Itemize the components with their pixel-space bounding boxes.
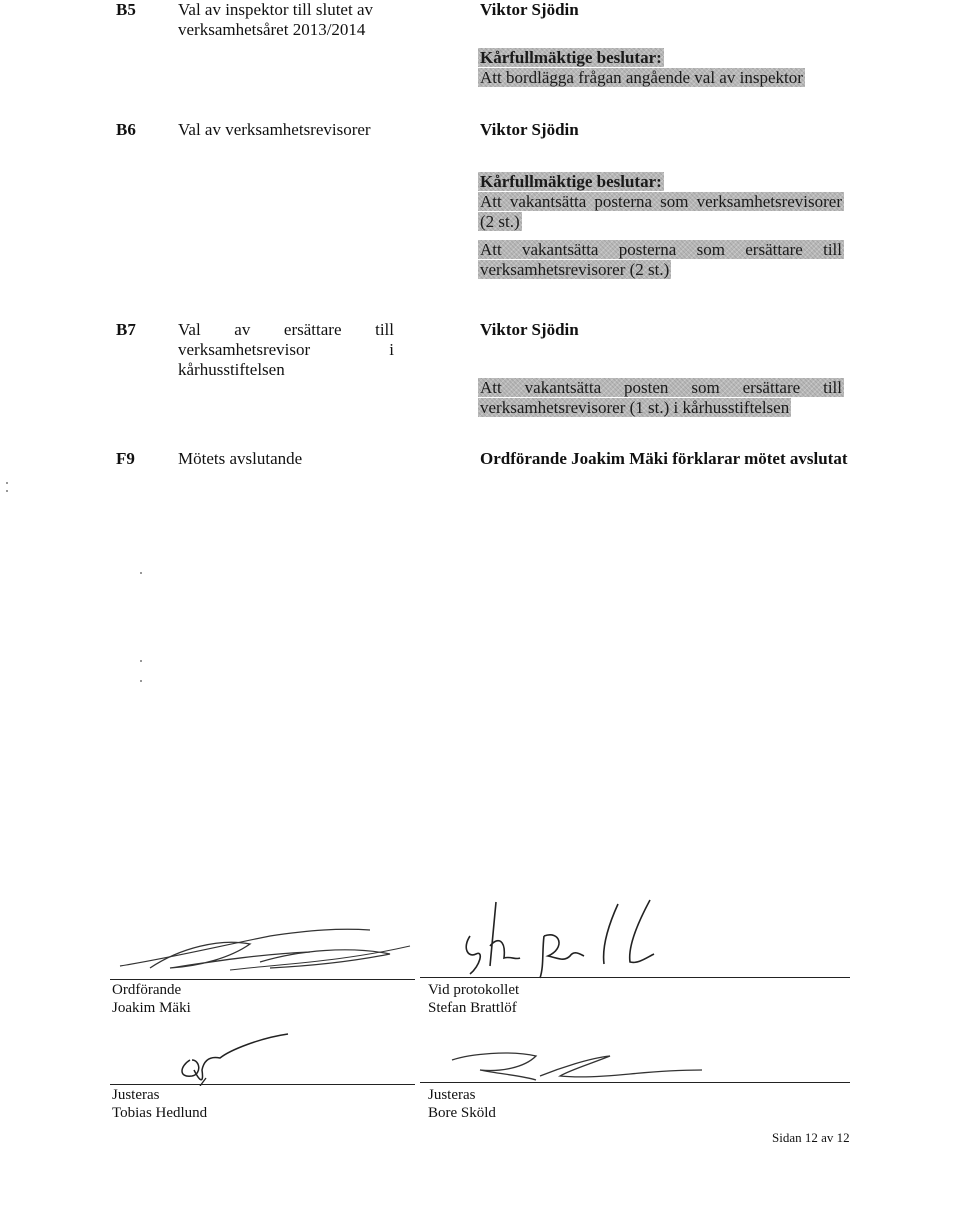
item-code: B7 [116, 320, 136, 339]
signature-block [428, 981, 519, 1017]
handwritten-signature [440, 1046, 710, 1086]
signature-block [112, 981, 191, 1017]
topic-line: Val av inspektor till slutet av [178, 0, 373, 19]
signature-line [420, 1082, 850, 1083]
signature-name: Stefan Brattlöf [428, 1000, 517, 1016]
signature-block [428, 1086, 496, 1122]
page-number: Sidan 12 av 12 [772, 1130, 850, 1145]
item-presenter: Viktor Sjödin [480, 320, 579, 339]
decision-block [478, 48, 840, 88]
topic-line: Val av ersättare till [178, 320, 394, 339]
decision-text: verksamhetsrevisorer (1 st.) i kårhusstiftelsen [480, 398, 790, 417]
signature-line [110, 1084, 415, 1085]
decision-heading: Kårfullmäktige beslutar: [480, 172, 662, 191]
topic-line: Val av verksamhetsrevisorer [178, 120, 371, 139]
decision-block [478, 378, 850, 418]
decision-block [478, 240, 850, 280]
signature-name: Bore Sköld [428, 1105, 496, 1121]
item-topic [178, 320, 394, 380]
signature-line [110, 979, 415, 980]
item-code: F9 [116, 449, 135, 468]
signature-role: Vid protokollet [428, 982, 520, 998]
item-code: B5 [116, 0, 136, 19]
item-code: B6 [116, 120, 136, 139]
decision-heading: Kårfullmäktige beslutar: [480, 48, 662, 67]
handwritten-signature [440, 896, 680, 980]
decision-text: Att vakantsätta posterna som verksamhetsrevisorer [480, 192, 842, 211]
signature-role: Justeras [112, 1087, 160, 1103]
signature-role: Ordförande [112, 982, 182, 998]
decision-text: Att bordlägga frågan angående val av inspektor [480, 68, 803, 87]
signature-line [420, 977, 850, 978]
topic-line: Mötets avslutande [178, 449, 303, 468]
item-topic [178, 0, 418, 40]
decision-text: Att vakantsätta posterna som ersättare till [480, 240, 842, 259]
decision-text: verksamhetsrevisorer (2 st.) [480, 260, 670, 279]
decision-block [478, 172, 850, 232]
decision-text: Att vakantsätta posten som ersättare till [480, 378, 842, 397]
handwritten-signature [170, 1030, 300, 1086]
item-presenter: Viktor Sjödin [480, 120, 579, 139]
item-presenter: Viktor Sjödin [480, 0, 579, 19]
signature-role: Justeras [428, 1087, 476, 1103]
item-topic [178, 449, 302, 469]
closing-statement: Ordförande Joakim Mäki förklarar mötet avslutat [480, 449, 848, 468]
decision-text: (2 st.) [480, 212, 520, 231]
topic-line: verksamhetsrevisor i [178, 340, 394, 359]
topic-line: verksamhetsåret 2013/2014 [178, 20, 366, 39]
signature-name: Joakim Mäki [112, 1000, 191, 1016]
handwritten-signature [110, 918, 420, 980]
topic-line: kårhusstiftelsen [178, 360, 285, 379]
signature-name: Tobias Hedlund [112, 1105, 208, 1121]
signature-block [112, 1086, 207, 1122]
item-topic [178, 120, 438, 140]
